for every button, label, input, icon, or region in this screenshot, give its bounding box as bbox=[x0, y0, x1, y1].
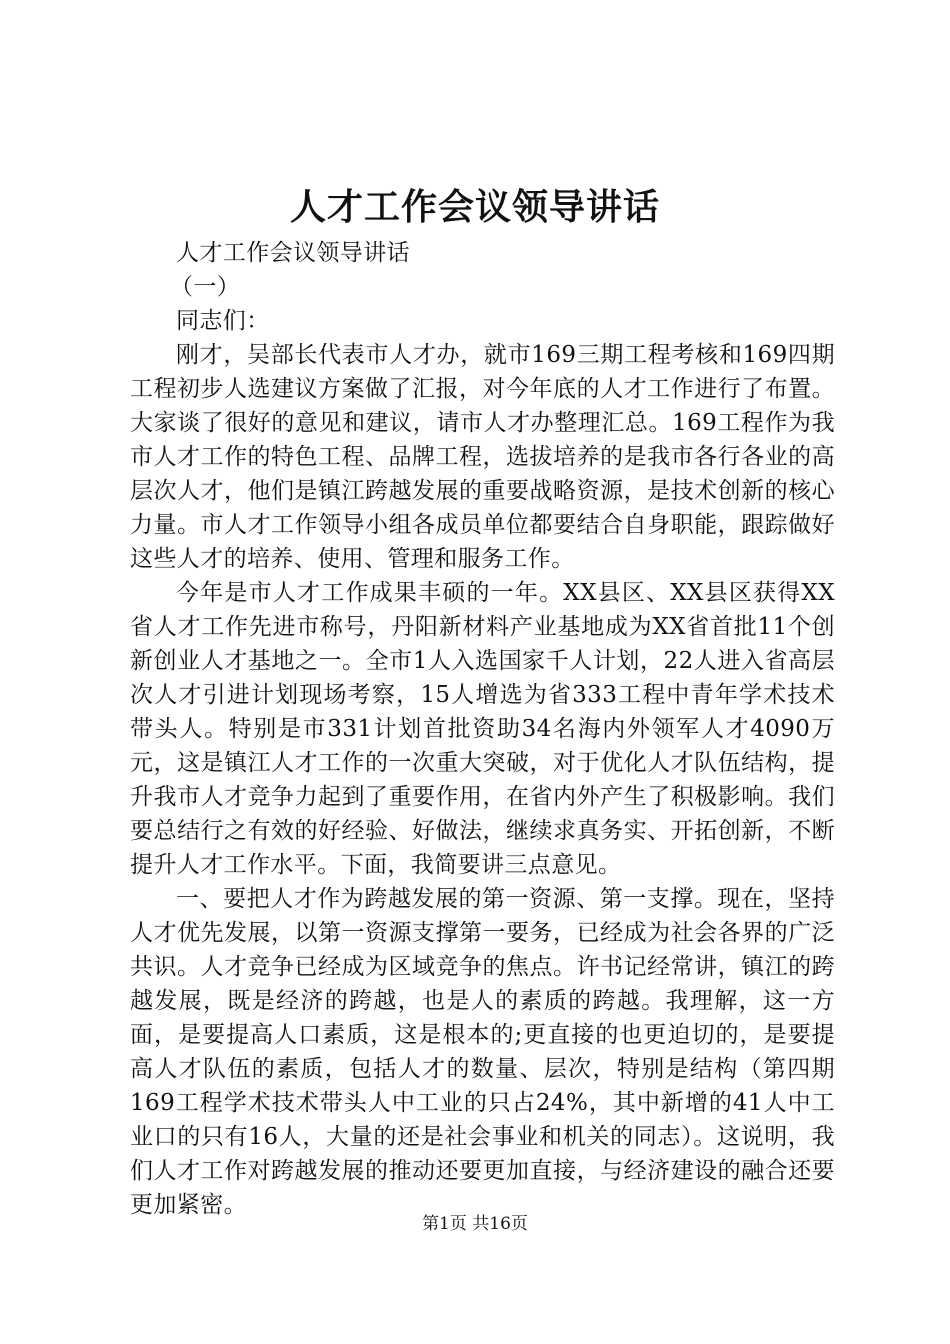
salutation: 同志们： bbox=[176, 308, 270, 334]
paragraph: 刚才，吴部长代表市人才办，就市169三期工程考核和169四期工程初步人选建议方案做了汇报，对今年底的人才工作进行了布置。大家谈了很好的意见和建议，请市人才办整理汇总。169工程作为我市人才工作的特色工程、品牌工程，选拔培养的是我市各行各业的高层次人才，他们是镇江跨越发展的重要战略资源，是技术创新的核心力量。市人才工作领导小组各成员单位都要结合自身职能，跟踪做好这些人才的培养、使用、管理和服务工作。 bbox=[130, 342, 835, 572]
paragraph: 一、要把人才作为跨越发展的第一资源、第一支撑。现在，坚持人才优先发展，以第一资源支撑第一要务，已经成为社会各界的广泛共识。人才竞争已经成为区域竞争的焦点。许书记经常讲，镇江的跨越发展，既是经济的跨越，也是人的素质的跨越。我理解，这一方面，是要提高人口素质，这是根本的;更直接的也更迫切的，是要提高人才队伍的素质，包括人才的数量、层次，特别是结构（第四期169工程学术技术带头人中工业的只占24%，其中新增的41人中工业口的只有16人，大量的还是社会事业和机关的同志）。这说明，我们人才工作对跨越发展的推动还要更加直接，与经济建设的融合还要更加紧密。 bbox=[130, 886, 835, 1218]
document-title: 人才工作会议领导讲话 bbox=[289, 186, 660, 228]
section-label: （一） bbox=[170, 274, 241, 300]
page-number-footer: 第1页 共16页 bbox=[422, 1214, 528, 1234]
document-body bbox=[130, 236, 835, 1222]
document-subtitle: 人才工作会议领导讲话 bbox=[176, 240, 410, 266]
paragraph: 今年是市人才工作成果丰硕的一年。XX县区、XX县区获得XX省人才工作先进市称号，丹阳新材料产业基地成为XX省首批11个创新创业人才基地之一。全市1人入选国家千人计划，22人进入省高层次人才引进计划现场考察，15人增选为省333工程中青年学术技术带头人。特别是市331计划首批资助34名海内外领军人才4090万元，这是镇江人才工作的一次重大突破，对于优化人才队伍结构，提升我市人才竞争力起到了重要作用，在省内外产生了积极影响。我们要总结行之有效的好经验、好做法，继续求真务实、开拓创新，不断提升人才工作水平。下面，我简要讲三点意见。 bbox=[130, 580, 835, 878]
